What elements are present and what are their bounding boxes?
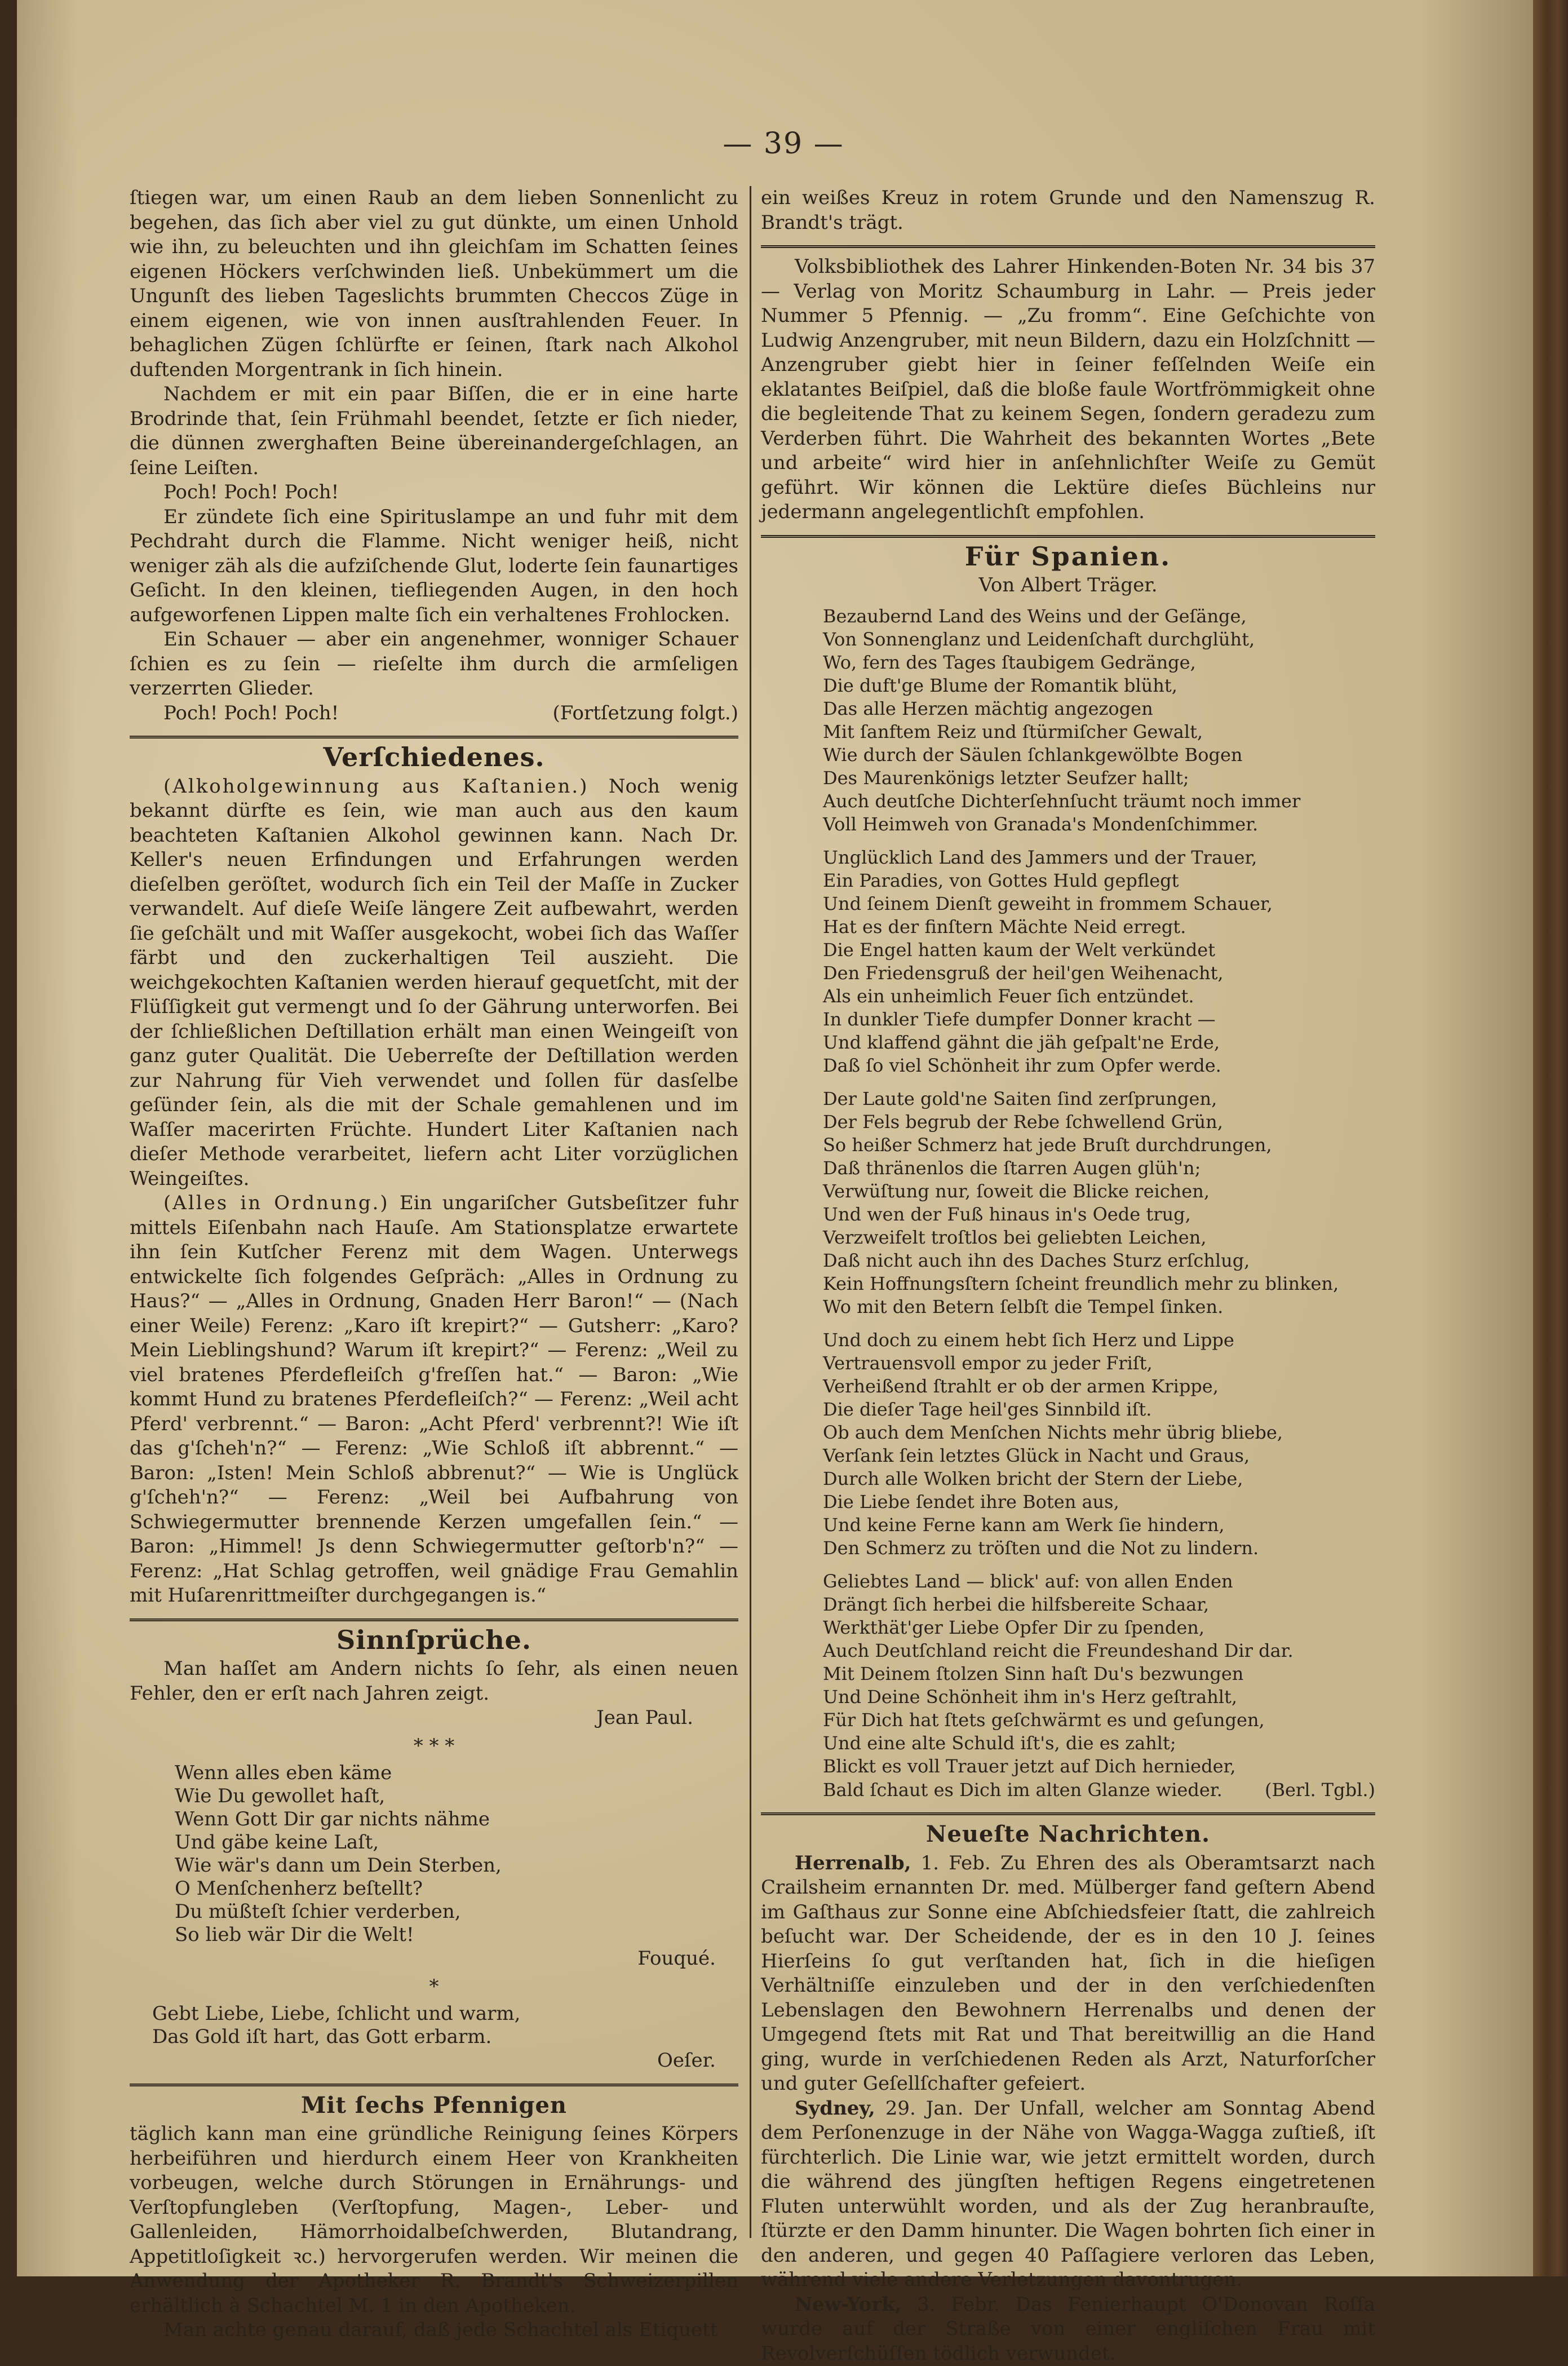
news-date: 3. Febr. xyxy=(917,2293,1000,2316)
poem-line: Kein Hoffnungsſtern ſcheint freundlich mehr zu blinken, xyxy=(823,1272,1375,1295)
news-text: Zu Ehren des als Oberamtsarzt nach Crailsheim ernannten Dr. med. Mülberger fand geſtern Abend im Gaſthaus zur Sonne eine Abſchiedsfeier ſtatt, die zahlreich beſucht war. Der Scheidende, der es in den 10 J. ſeines Hierſeins ſo gut verſtanden hat, ſich in die hieſigen Verhältniſſe einzuleben und der in den verſchiedenſten Lebenslagen den Bewohnern Herrenalbs und denen der Umgegend ſtets mit Rat und That bereitwillig an die Hand ging, wurde in verſchiedenen Reden als Arzt, Naturforſcher und guter Geſellſchafter gefeiert. xyxy=(761,1852,1375,2095)
article-paragraph xyxy=(130,775,738,1192)
aphorism-author: Jean Paul. xyxy=(130,1706,738,1731)
poem-fouque xyxy=(175,1762,738,1971)
poem-stanza xyxy=(823,1329,1375,1560)
poem-line: Wo mit den Betern ſelbſt die Tempel ſinken. xyxy=(823,1295,1375,1319)
poem-line: Die Liebe ſendet ihre Boten aus, xyxy=(823,1491,1375,1514)
news-item xyxy=(761,2293,1375,2366)
poem-line: Durch alle Wolken bricht der Stern der Liebe, xyxy=(823,1467,1375,1491)
article-lead: (Alkoholgewinnung aus Kaſtanien.) xyxy=(163,775,588,798)
poem-source: (Berl. Tgbl.) xyxy=(1265,1778,1375,1803)
poem-line: Verſank ſein letztes Glück in Nacht und Graus, xyxy=(823,1444,1375,1467)
story-end-text: Poch! Poch! Poch! xyxy=(163,701,339,726)
poem-line: Voll Heimweh von Granada's Mondenſchimmer. xyxy=(823,813,1375,836)
poem-line: Verwüſtung nur, ſoweit die Blicke reichen, xyxy=(823,1180,1375,1203)
poem-line: Verheißend ſtrahlt er ob der armen Krippe, xyxy=(823,1375,1375,1398)
poem-author: Oeſer. xyxy=(152,2049,738,2073)
poem-line: Als ein unheimlich Feuer ſich entzündet. xyxy=(823,985,1375,1008)
article-body: Ein ungariſcher Gutsbeſitzer fuhr mittels Eiſenbahn nach Hauſe. Am Stationsplatze erwartete ihn ſein Kutſcher Ferenz mit dem Wagen. Unterwegs entwickelte ſich folgendes Geſpräch: „Alles in Ordnung zu Haus?“ — „Alles in Ordnung, Gnaden Herr Baron!“ — (Nach einer Weile) Ferenz: „Karo iſt krepirt?“ — Gutsherr: „Karo? Mein Lieblingshund? Warum iſt krepirt?“ — Ferenz: „Weil zu viel bratenes Pferdefleiſch g'freſſen hat.“ — Baron: „Wie kommt Hund zu bratenes Pferdefleiſch?“ — Ferenz: „Weil acht Pferd' verbrennt.“ — Baron: „Acht Pferd' verbrennt?! Wie iſt das g'ſcheh'n?“ — Ferenz: „Wie Schloß iſt abbrennt.“ — Baron: „Isten! Mein Schloß abbrenut?“ — Wie is Unglück g'ſcheh'n?“ — Ferenz: „Weil bei Aufbahrung von Schwiegermutter brennende Kerzen umgefallen ſein.“ — Baron: „Himmel! Js denn Schwiegermutter geſtorb'n?“ — Ferenz: „Hat Schlag getroffen, weil gnädige Frau Gemahlin mit Huſarenrittmeiſter durchgegangen is.“ xyxy=(130,1192,738,1607)
poem-line: Die dieſer Tage heil'ges Sinnbild iſt. xyxy=(823,1398,1375,1421)
poem-line: Vertrauensvoll empor zu jeder Friſt, xyxy=(823,1352,1375,1375)
advert-heading: Mit ſechs Pfennigen xyxy=(130,2093,738,2118)
poem-line: Ein Paradies, von Gottes Huld gepflegt xyxy=(823,869,1375,892)
poem-line: Mit Deinem ſtolzen Sinn haſt Du's bezwungen xyxy=(823,1662,1375,1686)
poem-line: Der Laute gold'ne Saiten ſind zerſprungen, xyxy=(823,1087,1375,1111)
poem-line: Wie durch der Säulen ſchlankgewölbte Bogen xyxy=(823,744,1375,767)
story-paragraph: Er zündete ſich eine Spirituslampe an und fuhr mit dem Pechdraht durch die Flamme. Nicht weniger heiß, nicht weniger zäh als die aufziſchende Glut, loderte ſein faunartiges Geſicht. In den kleinen, tiefliegenden Augen, in den hoch aufgeworfenen Lippen malte ſich ein verhaltenes Frohlocken. xyxy=(130,505,738,628)
poem-stanza xyxy=(823,1087,1375,1319)
poem-line: Wie wär's dann um Dein Sterben, xyxy=(175,1854,738,1877)
news-place: Sydney, xyxy=(795,2097,875,2120)
page-number: — 39 — xyxy=(699,127,868,161)
poem-line: Bezaubernd Land des Weins und der Geſänge, xyxy=(823,605,1375,628)
news-item xyxy=(761,1851,1375,2097)
poem-line: Von Sonnenglanz und Leidenſchaft durchglüht, xyxy=(823,628,1375,651)
poem-line: Drängt ſich herbei die hilfsbereite Schaar, xyxy=(823,1593,1375,1616)
continuation-note: (Fortſetzung folgt.) xyxy=(553,701,738,726)
poem-line: Und eine alte Schuld iſt's, die es zahlt; xyxy=(823,1732,1375,1755)
news-date: 1. Feb. xyxy=(921,1852,991,1874)
advert-text: täglich kann man eine gründliche Reinigung ſeines Körpers herbeiführen und hierdurch einem Heer von Krankheiten vorbeugen, welche durch Störungen in Ernährungs- und Verſtopfungleben (Verſtopfung, Magen-, Leber- und Gallenleiden, Hämorrhoidalbeſchwerden, Blutandrang, Appetitloſigkeit ꝛc.) hervorgerufen werden. Wir meinen die Anwendung der Apotheker R. Brandt's Schweizerpillen erhältlich à Schachtel M. 1 in den Apotheken. xyxy=(130,2122,738,2318)
aphorism: Man haſſet am Andern nichts ſo ſehr, als einen neuen Fehler, den er erſt nach Jahren zeigt. xyxy=(130,1657,738,1706)
separator-star: * xyxy=(130,1975,738,2000)
poem-line: Wenn alles eben käme xyxy=(175,1762,738,1785)
advert-continuation: ein weißes Kreuz in rotem Grunde und den Namenszug R. Brandt's trägt. xyxy=(761,186,1375,235)
poem-line: Ob auch dem Menſchen Nichts mehr übrig bliebe, xyxy=(823,1421,1375,1444)
poem-line: Hat es der finſtern Mächte Neid erregt. xyxy=(823,916,1375,939)
poem-line: Und gäbe keine Laſt, xyxy=(175,1831,738,1854)
poem-line: Wo, fern des Tages ſtaubigem Gedränge, xyxy=(823,651,1375,674)
news-date: 29. Jan. xyxy=(885,2097,964,2120)
story-paragraph: Nachdem er mit ein paar Biſſen, die er in eine harte Brodrinde that, ſein Frühmahl beendet, ſetzte er ſich nieder, die dünnen zwerghaften Beine übereinandergeſchlagen, an ſeine Leiſten. xyxy=(130,382,738,480)
poem-stanza xyxy=(823,846,1375,1077)
poem-line: Mit ſanftem Reiz und ſtürmiſcher Gewalt, xyxy=(823,720,1375,744)
poem-line: Und doch zu einem hebt ſich Herz und Lippe xyxy=(823,1329,1375,1352)
news-text: Das Fenierhaupt O'Donovan Roſſa wurde auf der Straße von einer engliſchen Frau mit Revolverſchüſſen tödlich verwundet. xyxy=(761,2293,1375,2365)
news-text: Der Unfall, welcher am Sonntag Abend dem Perſonenzuge in der Nähe von Wagga-Wagga zuſtieß, iſt fürchterlich. Die Linie war, wie jetzt ermittelt worden, durch die während des jüngſten heftigen Regens eingetretenen Fluten unterwühlt worden, und als der Zug heranbrauſte, ſtürzte er den Damm hinunter. Die Wagen bohrten ſich einer in den anderen, und gegen 40 Paſſagiere verloren das Leben, während viele andere Verletzungen davontrugen. xyxy=(761,2097,1375,2292)
poem-line: So lieb wär Dir die Welt! xyxy=(175,1923,738,1947)
poem-last-line xyxy=(823,1778,1375,1803)
poem-line: In dunkler Tiefe dumpfer Donner kracht — xyxy=(823,1008,1375,1031)
poem-line: Das alle Herzen mächtig angezogen xyxy=(823,697,1375,720)
poem-line: O Menſchenherz beſtellt? xyxy=(175,1877,738,1900)
poem-line: Und wen der Fuß hinaus in's Oede trug, xyxy=(823,1203,1375,1226)
article-lead: (Alles in Ordnung.) xyxy=(163,1192,389,1214)
story-paragraph: Poch! Poch! Poch! xyxy=(130,480,738,505)
poem-author: Fouqué. xyxy=(175,1947,738,1971)
poem-stanza xyxy=(823,1570,1375,1803)
book-binding-edge xyxy=(1533,0,1568,2276)
news-heading: Neueſte Nachrichten. xyxy=(761,1822,1375,1847)
news-item xyxy=(761,2097,1375,2293)
poem-line: Des Maurenkönigs letzter Seufzer hallt; xyxy=(823,767,1375,790)
poem-line: Unglücklich Land des Jammers und der Trauer, xyxy=(823,846,1375,869)
section-rule xyxy=(130,1618,738,1621)
poem-line: Auch Deutſchland reicht die Freundeshand Dir dar. xyxy=(823,1639,1375,1662)
right-column xyxy=(761,186,1375,2366)
poem-line: Und ſeinem Dienſt geweiht in frommem Schauer, xyxy=(823,892,1375,916)
section-rule xyxy=(761,1812,1375,1815)
poem-line: Werkthät'ger Liebe Opfer Dir zu ſpenden, xyxy=(823,1616,1375,1639)
poem-line: Die duft'ge Blume der Romantik blüht, xyxy=(823,674,1375,697)
advert-text: Man achte genau darauf, daß jede Schachtel als Etiquett xyxy=(130,2318,738,2343)
poem-line: Und klaffend gähnt die jäh geſpalt'ne Erde, xyxy=(823,1031,1375,1054)
article-body: Noch wenig bekannt dürfte es ſein, wie man auch aus den kaum beachteten Kaſtanien Alkohol gewinnen kann. Nach Dr. Keller's neuen Erfindungen und Erfahrungen werden dieſelben geröſtet, wodurch ſich ein Teil der Maſſe in Zucker verwandelt. Auf dieſe Weiſe längere Zeit aufbewahrt, werden ſie geſchält und mit Waſſer ausgekocht, wobei ſich das Waſſer färbt und den zuckerhaltigen Teil auszieht. Die weichgekochten Kaſtanien werden hierauf gequetſcht, mit der Flüſſigkeit gut vermengt und ſo der Gährung unterworfen. Bei der ſchließlichen Deſtillation erhält man einen Weingeiſt von ganz guter Qualität. Die Ueberreſte der Deſtillation werden zur Nahrung für Vieh verwendet und ſollen für dasſelbe geſünder ſein, als die mit der Schale gemahlenen und im Waſſer macerirten Früchte. Hundert Liter Kaſtanien nach dieſer Methode verarbeitet, liefern acht Liter vorzüglichen Weingeiſtes. xyxy=(130,775,738,1190)
poem-line: Geliebtes Land — blick' auf: von allen Enden xyxy=(823,1570,1375,1593)
poem-heading: Für Spanien. xyxy=(761,545,1375,569)
section-rule xyxy=(761,535,1375,538)
verschiedenes-heading: Verſchiedenes. xyxy=(130,745,738,770)
poem-line: Daß ſo viel Schönheit ihr zum Opfer werde. xyxy=(823,1054,1375,1077)
section-rule xyxy=(130,736,738,738)
left-column xyxy=(130,186,738,2343)
poem-line: Wie Du gewollet haſt, xyxy=(175,1785,738,1808)
news-place: Herrenalb, xyxy=(795,1852,911,1874)
poem-stanza xyxy=(823,605,1375,836)
poem-oeser xyxy=(152,2002,738,2073)
poem-line: So heißer Schmerz hat jede Bruſt durchdrungen, xyxy=(823,1134,1375,1157)
poem-line: Der Fels begrub der Rebe ſchwellend Grün, xyxy=(823,1111,1375,1134)
poem-line: Daß nicht auch ihn des Daches Sturz erſchlug, xyxy=(823,1249,1375,1272)
poem-line: Wenn Gott Dir gar nichts nähme xyxy=(175,1808,738,1831)
poem-line: Daß thränenlos die ſtarren Augen glüh'n; xyxy=(823,1157,1375,1180)
section-rule xyxy=(130,2084,738,2086)
poem-line: Verzweifelt troſtlos bei geliebten Leichen, xyxy=(823,1226,1375,1249)
article-paragraph xyxy=(130,1191,738,1608)
poem-line: Die Engel hatten kaum der Welt verkündet xyxy=(823,939,1375,962)
poem-line: Das Gold iſt hart, das Gott erbarm. xyxy=(152,2026,738,2049)
poem-spanien xyxy=(823,605,1375,1803)
poem-line: Für Dich hat ſtets geſchwärmt es und geſungen, xyxy=(823,1709,1375,1732)
column-divider xyxy=(750,186,751,2238)
poem-line: Und keine Ferne kann am Werk ſie hindern, xyxy=(823,1514,1375,1537)
section-rule xyxy=(761,245,1375,248)
news-place: New-York, xyxy=(795,2293,902,2316)
story-paragraph: ſtiegen war, um einen Raub an dem lieben Sonnenlicht zu begehen, das ſich aber viel zu gut dünkte, um einen Unhold wie ihn, zu beleuchten und ihn gleichſam im Schatten ſeines eigenen Höckers verſchwinden ließ. Unbekümmert um die Ungunſt des lieben Tageslichts brummten Checcos Züge in einem eigenen, wie von innen ausſtrahlenden Feuer. In behaglichen Zügen ſchlürfte er ſeinen, ſtark nach Alkohol duftenden Morgentrank in ſich hinein. xyxy=(130,186,738,382)
poem-line: Bald ſchaut es Dich im alten Glanze wieder. xyxy=(823,1778,1222,1803)
newspaper-page xyxy=(17,0,1539,2276)
poem-line: Blickt es voll Trauer jetzt auf Dich hernieder, xyxy=(823,1755,1375,1778)
sinnsprueche-heading: Sinnſprüche. xyxy=(130,1628,738,1653)
story-end xyxy=(130,701,738,726)
poem-line: Du müßteſt ſchier verderben, xyxy=(175,1900,738,1923)
poem-line: Den Schmerz zu tröſten und die Not zu lindern. xyxy=(823,1537,1375,1560)
poem-line: Auch deutſche Dichterſehnſucht träumt noch immer xyxy=(823,790,1375,813)
separator-stars: * * * xyxy=(130,1734,738,1759)
poem-line: Und Deine Schönheit ihm in's Herz geſtrahlt, xyxy=(823,1686,1375,1709)
book-notice: Volksbibliothek des Lahrer Hinkenden-Boten Nr. 34 bis 37 — Verlag von Moritz Schaumburg in Lahr. — Preis jeder Nummer 5 Pfennig. — „Zu fromm“. Eine Geſchichte von Ludwig Anzengruber, mit neun Bildern, dazu ein Holzſchnitt — Anzengruber giebt hier in ſeiner feſſelnden Weiſe ein eklatantes Beiſpiel, daß die bloße faule Wortfrömmigkeit ohne die begleitende That zu keinem Segen, ſondern geradezu zum Verderben führt. Die Wahrheit des bekannten Wortes „Bete und arbeite“ wird hier in anſehnlichſter Weiſe zu Gemüt geführt. Wir können die Lektüre dieſes Büchleins nur jedermann angelegentlichſt empfohlen. xyxy=(761,255,1375,525)
story-paragraph: Ein Schauer — aber ein angenehmer, wonniger Schauer ſchien es zu ſein — rieſelte ihm durch die armſeligen verzerrten Glieder. xyxy=(130,627,738,701)
poem-line: Gebt Liebe, Liebe, ſchlicht und warm, xyxy=(152,2002,738,2026)
poem-byline: Von Albert Träger. xyxy=(761,573,1375,598)
poem-line: Den Friedensgruß der heil'gen Weihenacht, xyxy=(823,962,1375,985)
